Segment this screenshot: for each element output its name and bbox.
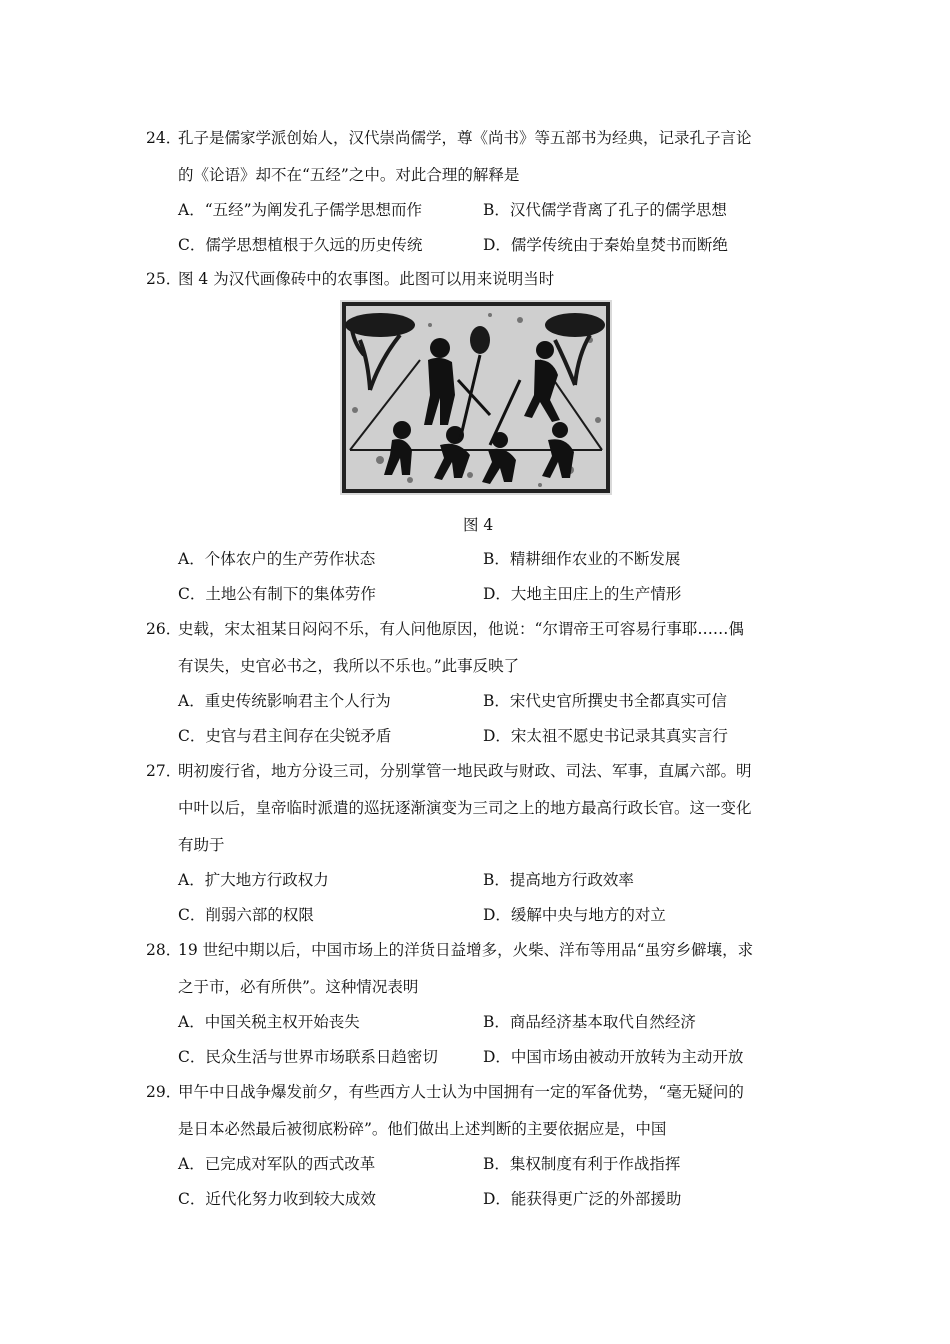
han-brick-farming-image xyxy=(340,300,612,495)
question-27-option-b: B．提高地方行政效率 xyxy=(483,871,634,889)
question-28-stem-line-1: 19 世纪中期以后，中国市场上的洋货日益增多，火柴、洋布等用品“虽穷乡僻壤，求 xyxy=(178,941,754,959)
question-29-option-a: A．已完成对军队的西式改革 xyxy=(178,1155,376,1173)
question-27-number: 27． xyxy=(146,762,182,780)
question-26-option-a: A．重史传统影响君主个人行为 xyxy=(178,692,391,710)
question-29-stem-line-2: 是日本必然最后被彻底粉碎”。他们做出上述判断的主要依据应是，中国 xyxy=(178,1120,667,1138)
question-27-option-c: C．削弱六部的权限 xyxy=(178,906,314,924)
question-26-option-d: D．宋太祖不愿史书记录其真实言行 xyxy=(483,727,728,745)
question-28-number: 28． xyxy=(146,941,182,959)
question-26-stem-line-1: 史载，宋太祖某日闷闷不乐，有人问他原因，他说：“尔谓帝王可容易行事耶……偶 xyxy=(178,620,744,638)
question-25-number: 25． xyxy=(146,270,182,288)
question-29-option-c: C．近代化努力收到较大成效 xyxy=(178,1190,376,1208)
question-27-stem-line-1: 明初废行省，地方分设三司，分别掌管一地民政与财政、司法、军事，直属六部。明 xyxy=(178,762,752,780)
question-27-option-d: D．缓解中央与地方的对立 xyxy=(483,906,666,924)
question-25-option-b: B．精耕细作农业的不断发展 xyxy=(483,550,681,568)
question-24-option-c: C．儒学思想植根于久远的历史传统 xyxy=(178,236,423,254)
question-28-option-a: A．中国关税主权开始丧失 xyxy=(178,1013,360,1031)
question-25-option-d: D．大地主田庄上的生产情形 xyxy=(483,585,682,603)
question-25-option-c: C．土地公有制下的集体劳作 xyxy=(178,585,376,603)
question-29-stem-line-1: 甲午中日战争爆发前夕，有些西方人士认为中国拥有一定的军备优势，“毫无疑问的 xyxy=(178,1083,744,1101)
question-28-stem-line-2: 之于市，必有所供”。这种情况表明 xyxy=(178,978,419,996)
question-24-stem-line-1: 孔子是儒家学派创始人，汉代崇尚儒学，尊《尚书》等五部书为经典，记录孔子言论 xyxy=(178,129,752,147)
question-26-number: 26． xyxy=(146,620,182,638)
question-27-option-a: A．扩大地方行政权力 xyxy=(178,871,329,889)
question-24-option-b: B．汉代儒学背离了孔子的儒学思想 xyxy=(483,201,727,219)
question-26-stem-line-2: 有误失，史官必书之，我所以不乐也。”此事反映了 xyxy=(178,657,520,675)
question-24-stem-line-2: 的《论语》却不在“五经”之中。对此合理的解释是 xyxy=(178,166,520,184)
question-24-number: 24． xyxy=(146,129,182,147)
question-29-option-d: D．能获得更广泛的外部援助 xyxy=(483,1190,682,1208)
question-29-number: 29． xyxy=(146,1083,182,1101)
question-24-option-a: A．“五经”为阐发孔子儒学思想而作 xyxy=(178,201,423,219)
question-27-stem-line-2: 中叶以后，皇帝临时派遣的巡抚逐渐演变为三司之上的地方最高行政长官。这一变化 xyxy=(178,799,752,817)
question-29-option-b: B．集权制度有利于作战指挥 xyxy=(483,1155,681,1173)
question-28-option-b: B．商品经济基本取代自然经济 xyxy=(483,1013,696,1031)
question-26-option-b: B．宋代史官所撰史书全都真实可信 xyxy=(483,692,727,710)
figure-4-caption: 图 4 xyxy=(463,516,494,534)
question-25-stem-line-1: 图 4 为汉代画像砖中的农事图。此图可以用来说明当时 xyxy=(178,270,555,288)
question-25-option-a: A．个体农户的生产劳作状态 xyxy=(178,550,376,568)
question-27-stem-line-3: 有助于 xyxy=(178,836,225,854)
question-26-option-c: C．史官与君主间存在尖锐矛盾 xyxy=(178,727,392,745)
question-24-option-d: D．儒学传统由于秦始皇焚书而断绝 xyxy=(483,236,728,254)
question-28-option-c: C．民众生活与世界市场联系日趋密切 xyxy=(178,1048,438,1066)
question-28-option-d: D．中国市场由被动开放转为主动开放 xyxy=(483,1048,744,1066)
